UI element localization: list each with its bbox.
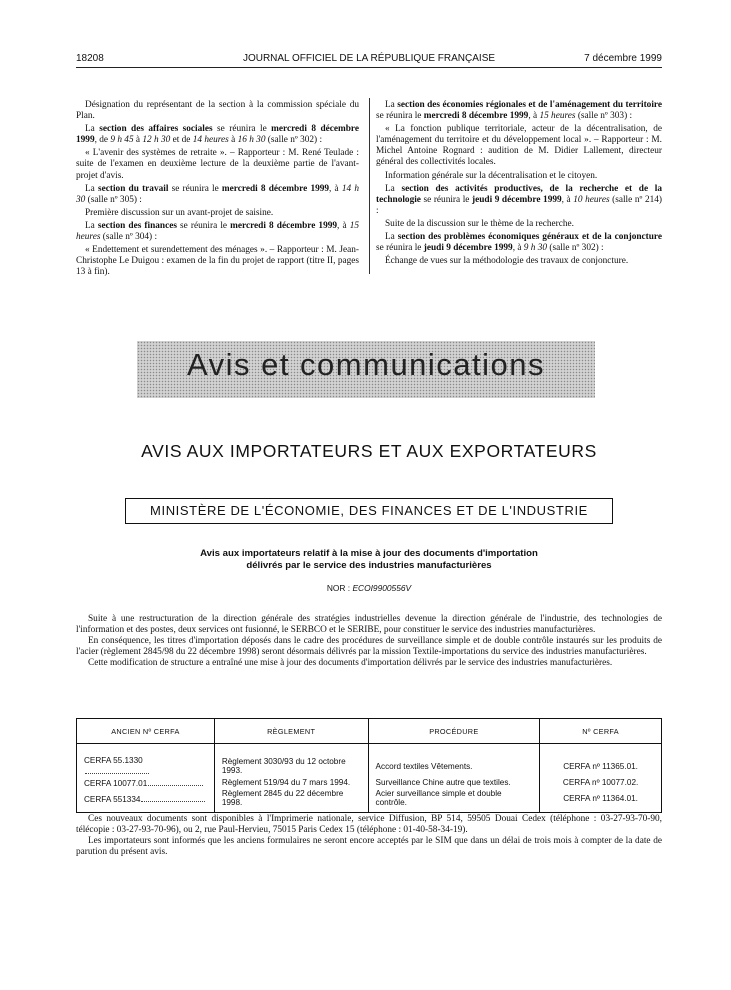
- right-paragraph-4: La section des activités productives, de la recherche et de la technologie se réunira le jeudi 9 décembre 1999, à 10 heures (salle nº 214) :: [376, 183, 662, 216]
- section-banner: [137, 341, 595, 398]
- left-paragraph-7: « Endettement et surendettement des ménages ». – Rapporteur : M. Jean-Christophe Le Duigou : examen de la fin du projet de rapport (titre II, pages 13 à fin).: [76, 245, 359, 278]
- notice-paragraph-3: Cette modification de structure a entraîné une mise à jour des documents d'importation délivrés par le service des industries manufacturières.: [88, 658, 613, 668]
- table-cell: CERFA 55.1330: [77, 756, 215, 776]
- table-row: [77, 776, 662, 789]
- ministry-box: [125, 498, 613, 524]
- table-cell: Surveillance Chine autre que textiles.: [368, 776, 540, 789]
- column-header: ANCIEN Nº CERFA: [77, 719, 215, 744]
- issue-date: 7 décembre 1999: [584, 53, 662, 64]
- table-row: [77, 756, 662, 776]
- page-number: 18208: [76, 53, 104, 64]
- left-paragraph-3: « L'avenir des systèmes de retraite ». – Rapporteur : M. René Teulade : suite de l'examen en deuxième lecture de la deuxième partie de l'avant-projet d'avis.: [76, 148, 359, 181]
- table-cell: Règlement 3030/93 du 12 octobre 1993.: [214, 756, 368, 776]
- left-paragraph-2: La section des affaires sociales se réunira le mercredi 8 décembre 1999, de 9 h 45 à 12 h 30 et de 14 heures à 16 h 30 (salle nº 302) :: [76, 124, 360, 146]
- left-column: [76, 100, 359, 278]
- right-paragraph-3: Information générale sur la décentralisation et le citoyen.: [385, 170, 598, 181]
- table-cell: CERFA nº 10077.02.: [540, 776, 662, 789]
- closing-paragraph-2: Les importateurs sont informés que les anciens formulaires ne seront encore acceptés par le SIM que dans un délai de trois mois à compter de la date de parution du présent avis.: [76, 836, 662, 857]
- ministry-name: MINISTÈRE DE L'ÉCONOMIE, DES FINANCES ET DE L'INDUSTRIE: [150, 503, 588, 518]
- table-cell: CERFA 551334: [77, 789, 215, 813]
- table-cell: CERFA nº 11365.01.: [540, 756, 662, 776]
- column-header: RÈGLEMENT: [214, 719, 368, 744]
- column-separator: [369, 98, 370, 274]
- table-cell: Règlement 519/94 du 7 mars 1994.: [214, 776, 368, 789]
- left-paragraph-5: Première discussion sur un avant-projet de saisine.: [85, 207, 274, 218]
- banner-title: Avis et communications: [186, 347, 546, 382]
- table-cell: CERFA nº 11364.01.: [540, 789, 662, 813]
- notice-paragraph-2: En conséquence, les titres d'importation déposés dans le cadre des procédures de surveillance simple et de double contrôle instaurés sur les produits de l'acier (règlement 2845/98 du 22 décembre 1998) seront désormais délivrés par la mission Textile-importations du service des industries manufacturières.: [76, 636, 662, 657]
- journal-title: JOURNAL OFFICIEL DE LA RÉPUBLIQUE FRANÇAISE: [242, 53, 496, 64]
- notice-title-line-1: Avis aux importateurs relatif à la mise à jour des documents d'importation: [200, 548, 538, 559]
- header-rule: [76, 67, 662, 68]
- column-header: Nº CERFA: [540, 719, 662, 744]
- left-paragraph-6: La section des finances se réunira le mercredi 8 décembre 1999, à 15 heures (salle nº 304) :: [76, 220, 359, 243]
- table-cell: CERFA 10077.01: [77, 776, 215, 789]
- closing-paragraph-1: Ces nouveaux documents sont disponibles à l'Imprimerie nationale, service Diffusion, BP 514, 59505 Douai Cedex (téléphone : 03-27-93-70-90, télécopie : 03-27-93-70-96), ou 2, rue Paul-Hervieu, 75015 Paris Cedex 15 (téléphone : 01-40-58-34-19).: [76, 814, 662, 835]
- right-paragraph-2: « La fonction publique territoriale, acteur de la décentralisation, de l'aménagement du territoire et du développement local ». – Rapporteur : M. Michel Antoine Rognard : audition de M. Didier Lallement, directeur général des collectivités locales.: [376, 124, 662, 168]
- notice-paragraph-1: Suite à une restructuration de la direction générale des stratégies industrielles devenue la direction générale de l'industrie, des technologies de l'information et des postes, deux services ont fusionné, le SERBCO et le SERIBE, pour constituer le service des industries manufacturières.: [76, 614, 662, 635]
- table-header-row: [77, 719, 662, 744]
- section-title: AVIS AUX IMPORTATEURS ET AUX EXPORTATEURS: [141, 441, 597, 461]
- notice-title-line-2: délivrés par le service des industries manufacturières: [246, 559, 492, 571]
- table-cell: Acier surveillance simple et double contrôle.: [368, 789, 540, 813]
- right-paragraph-6: La section des problèmes économiques généraux et de la conjoncture se réunira le jeudi 9 décembre 1999, à 9 h 30 (salle nº 302) :: [376, 232, 662, 254]
- left-paragraph-4: La section du travail se réunira le mercredi 8 décembre 1999, à 14 h 30 (salle nº 305) :: [76, 183, 359, 205]
- table-spacer: [77, 744, 662, 757]
- column-header: PROCÉDURE: [368, 719, 540, 744]
- table-row: [77, 789, 662, 813]
- left-paragraph-1: Désignation du représentant de la section à la commission spéciale du Plan.: [76, 100, 359, 122]
- table-cell: Règlement 2845 du 22 décembre 1998.: [214, 789, 368, 813]
- cerfa-table: [76, 718, 662, 813]
- nor-reference: NOR : ECOI9900556V: [326, 583, 412, 593]
- right-paragraph-5: Suite de la discussion sur le thème de la recherche.: [385, 218, 574, 229]
- notice-title: [76, 548, 662, 571]
- right-paragraph-1: La section des économies régionales et de l'aménagement du territoire se réunira le mercredi 8 décembre 1999, à 15 heures (salle nº 303) :: [376, 100, 662, 122]
- table-cell: Accord textiles Vêtements.: [368, 756, 540, 776]
- closing-body: [76, 814, 662, 858]
- right-column: [376, 100, 662, 267]
- notice-body: [76, 614, 662, 669]
- right-paragraph-7: Échange de vues sur la méthodologie des travaux de conjoncture.: [385, 256, 629, 267]
